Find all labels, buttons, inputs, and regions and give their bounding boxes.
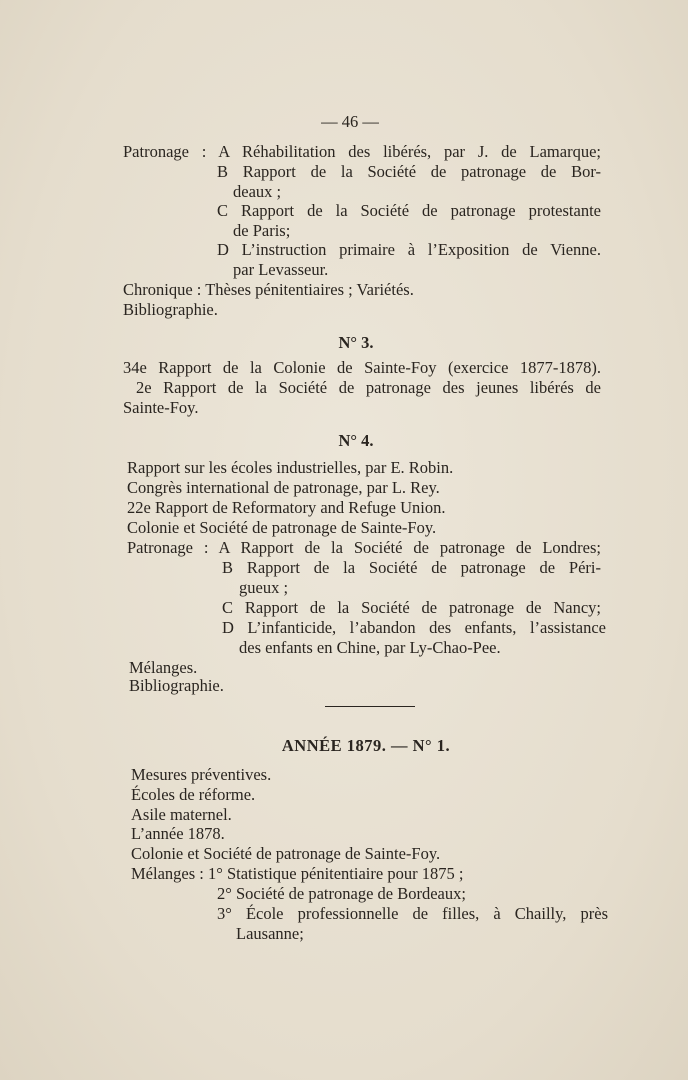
page-number: — 46 — (321, 112, 379, 131)
text-line: D L’instruction primaire à l’Exposition de Vienne. (217, 240, 601, 259)
section-heading: N° 4. (338, 431, 374, 450)
text-line: Mélanges : 1° Statistique pénitentiaire pour 1875 ; (131, 864, 464, 883)
text-line: Colonie et Société de patronage de Sainte-Foy. (131, 844, 441, 863)
text-line: 2e Rapport de la Société de patronage des jeunes libérés de (136, 378, 601, 397)
text-line: Chronique : Thèses pénitentiaires ; Variétés. (123, 280, 414, 299)
text-line: Lausanne; (236, 924, 304, 943)
text-line: B Rapport de la Société de patronage de Péri- (222, 558, 601, 577)
text-line: Mélanges. (129, 658, 198, 677)
text-line: 34e Rapport de la Colonie de Sainte-Foy (exercice 1877-1878). (123, 358, 601, 377)
section-divider (325, 706, 415, 707)
text-line: de Paris; (233, 221, 291, 240)
text-line: Colonie et Société de patronage de Sainte-Foy. (127, 518, 437, 537)
text-line: Rapport sur les écoles industrielles, par E. Robin. (127, 458, 454, 477)
year-heading: ANNÉE 1879. — N° 1. (281, 736, 451, 755)
section-heading: N° 3. (338, 333, 374, 352)
text-line: C Rapport de la Société de patronage protestante (217, 201, 601, 220)
text-line: Sainte-Foy. (123, 398, 199, 417)
text-line: Patronage : A Réhabilitation des libérés, par J. de Lamarque; (123, 142, 601, 161)
text-line: gueux ; (239, 578, 289, 597)
text-line: deaux ; (233, 182, 282, 201)
text-line: 22e Rapport de Reformatory and Refuge Union. (127, 498, 446, 517)
text-line: Patronage : A Rapport de la Société de patronage de Londres; (127, 538, 601, 557)
text-line: D L’infanticide, l’abandon des enfants, l’assistance (222, 618, 606, 637)
text-line: L’année 1878. (131, 824, 225, 843)
text-line: Congrès international de patronage, par L. Rey. (127, 478, 440, 497)
text-line: Asile maternel. (131, 805, 232, 824)
text-line: Écoles de réforme. (131, 785, 256, 804)
text-line: B Rapport de la Société de patronage de Bor- (217, 162, 601, 181)
text-line: des enfants en Chine, par Ly-Chao-Pee. (239, 638, 501, 657)
text-line: Bibliographie. (129, 676, 224, 695)
text-line: 2° Société de patronage de Bordeaux; (217, 884, 466, 903)
text-line: Mesures préventives. (131, 765, 272, 784)
text-line: par Levasseur. (233, 260, 329, 279)
text-line: C Rapport de la Société de patronage de Nancy; (222, 598, 601, 617)
text-line: Bibliographie. (123, 300, 218, 319)
text-line: 3° École professionnelle de filles, à Chailly, près (217, 904, 608, 923)
